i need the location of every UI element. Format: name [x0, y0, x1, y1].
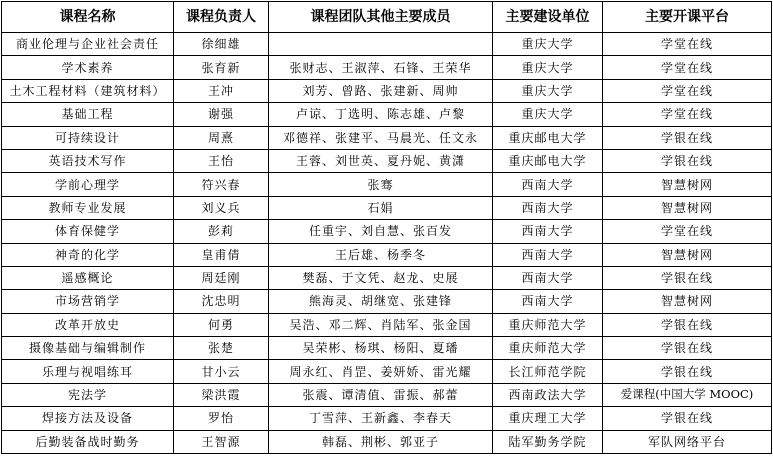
cell-platform: 爱课程(中国大学 MOOC)	[603, 383, 772, 406]
table-row	[2, 79, 772, 102]
cell-course-lead: 王怡	[174, 149, 269, 172]
cell-course-lead: 甘小云	[174, 360, 269, 383]
cell-team-members: 王后雄、杨季冬	[269, 243, 493, 266]
course-table	[1, 1, 772, 454]
cell-team-members: 周永红、肖罡、姜妍娇、雷光耀	[269, 360, 493, 383]
cell-institution: 西南大学	[493, 266, 603, 289]
cell-platform: 学银在线	[603, 126, 772, 149]
cell-course-name: 学前心理学	[2, 173, 174, 196]
cell-institution: 重庆大学	[493, 33, 603, 56]
cell-team-members: 吴浩、邓二辉、肖陆军、张金国	[269, 313, 493, 336]
cell-team-members: 熊海灵、胡继宽、张建锋	[269, 290, 493, 313]
header-course-name: 课程名称	[2, 2, 174, 33]
cell-platform: 智慧树网	[603, 173, 772, 196]
cell-institution: 西南政法大学	[493, 383, 603, 406]
cell-course-lead: 周廷刚	[174, 266, 269, 289]
cell-institution: 重庆邮电大学	[493, 149, 603, 172]
cell-team-members: 邓德祥、张建平、马晨光、任文永	[269, 126, 493, 149]
course-table-sheet	[1, 1, 771, 454]
cell-course-name: 神奇的化学	[2, 243, 174, 266]
cell-platform: 学银在线	[603, 407, 772, 430]
cell-course-lead: 张育新	[174, 56, 269, 79]
cell-institution: 长江师范学院	[493, 360, 603, 383]
cell-course-lead: 王智源	[174, 430, 269, 453]
cell-team-members: 樊磊、于文凭、赵龙、史展	[269, 266, 493, 289]
cell-course-name: 可持续设计	[2, 126, 174, 149]
cell-institution: 陆军勤务学院	[493, 430, 603, 453]
cell-course-name: 宪法学	[2, 383, 174, 406]
cell-course-name: 体育保健学	[2, 220, 174, 243]
cell-course-name: 焊接方法及设备	[2, 407, 174, 430]
cell-course-lead: 刘义兵	[174, 196, 269, 219]
cell-course-lead: 沈忠明	[174, 290, 269, 313]
cell-course-name: 摄像基础与编辑制作	[2, 337, 174, 360]
cell-team-members: 卢谅、丁选明、陈志雄、卢黎	[269, 103, 493, 126]
cell-institution: 重庆师范大学	[493, 337, 603, 360]
cell-institution: 重庆大学	[493, 56, 603, 79]
cell-platform: 学银在线	[603, 149, 772, 172]
cell-course-lead: 皇甫倩	[174, 243, 269, 266]
cell-platform: 学堂在线	[603, 220, 772, 243]
cell-course-lead: 徐细雄	[174, 33, 269, 56]
header-institution: 主要建设单位	[493, 2, 603, 33]
cell-course-name: 改革开放史	[2, 313, 174, 336]
table-row	[2, 33, 772, 56]
cell-course-lead: 张楚	[174, 337, 269, 360]
cell-course-name: 土木工程材料（建筑材料）	[2, 79, 174, 102]
table-header	[2, 2, 772, 33]
cell-course-lead: 谢强	[174, 103, 269, 126]
cell-platform: 智慧树网	[603, 290, 772, 313]
cell-platform: 学银在线	[603, 266, 772, 289]
cell-course-name: 后勤装备战时勤务	[2, 430, 174, 453]
table-body	[2, 33, 772, 454]
header-platform: 主要开课平台	[603, 2, 772, 33]
cell-platform: 学堂在线	[603, 56, 772, 79]
cell-course-lead: 王冲	[174, 79, 269, 102]
cell-team-members: 张震、谭清值、雷振、郝蕾	[269, 383, 493, 406]
cell-platform: 军队网络平台	[603, 430, 772, 453]
cell-institution: 西南大学	[493, 196, 603, 219]
table-row	[2, 196, 772, 219]
cell-institution: 西南大学	[493, 290, 603, 313]
cell-course-name: 学术素养	[2, 56, 174, 79]
cell-institution: 重庆大学	[493, 103, 603, 126]
cell-institution: 西南大学	[493, 220, 603, 243]
cell-platform: 学堂在线	[603, 33, 772, 56]
table-row	[2, 383, 772, 406]
table-row	[2, 313, 772, 336]
table-row	[2, 149, 772, 172]
cell-course-lead: 符兴春	[174, 173, 269, 196]
cell-platform: 学银在线	[603, 337, 772, 360]
cell-course-lead: 何勇	[174, 313, 269, 336]
cell-course-lead: 周熹	[174, 126, 269, 149]
cell-team-members: 任重宇、刘自慧、张百发	[269, 220, 493, 243]
cell-platform: 学堂在线	[603, 103, 772, 126]
cell-team-members: 丁雪萍、王新鑫、李春天	[269, 407, 493, 430]
cell-course-lead: 彭莉	[174, 220, 269, 243]
table-row	[2, 103, 772, 126]
cell-team-members: 张骞	[269, 173, 493, 196]
table-row	[2, 220, 772, 243]
cell-course-lead: 梁洪霞	[174, 383, 269, 406]
table-row	[2, 266, 772, 289]
cell-institution: 重庆师范大学	[493, 313, 603, 336]
cell-course-name: 教师专业发展	[2, 196, 174, 219]
cell-platform: 学银在线	[603, 360, 772, 383]
cell-team-members	[269, 33, 493, 56]
cell-team-members: 韩磊、荆彬、郭亚子	[269, 430, 493, 453]
table-row	[2, 243, 772, 266]
cell-team-members: 石娟	[269, 196, 493, 219]
cell-course-name: 英语技术写作	[2, 149, 174, 172]
cell-team-members: 刘芳、曾路、张建新、周帅	[269, 79, 493, 102]
table-row	[2, 407, 772, 430]
cell-platform: 学堂在线	[603, 79, 772, 102]
cell-course-name: 基础工程	[2, 103, 174, 126]
table-row	[2, 337, 772, 360]
cell-institution: 重庆理工大学	[493, 407, 603, 430]
table-row	[2, 126, 772, 149]
header-team-members: 课程团队其他主要成员	[269, 2, 493, 33]
cell-institution: 西南大学	[493, 173, 603, 196]
cell-course-name: 乐理与视唱练耳	[2, 360, 174, 383]
cell-course-name: 市场营销学	[2, 290, 174, 313]
table-row	[2, 56, 772, 79]
table-row	[2, 360, 772, 383]
cell-institution: 西南大学	[493, 243, 603, 266]
cell-course-name: 遥感概论	[2, 266, 174, 289]
cell-team-members: 张财志、王淑萍、石锋、王荣华	[269, 56, 493, 79]
cell-team-members: 吴荣彬、杨琪、杨阳、夏璠	[269, 337, 493, 360]
cell-institution: 重庆大学	[493, 79, 603, 102]
table-row	[2, 290, 772, 313]
header-row	[2, 2, 772, 33]
cell-course-name: 商业伦理与企业社会责任	[2, 33, 174, 56]
cell-platform: 学银在线	[603, 313, 772, 336]
table-row	[2, 173, 772, 196]
cell-institution: 重庆邮电大学	[493, 126, 603, 149]
cell-course-lead: 罗怡	[174, 407, 269, 430]
cell-team-members: 王蓉、刘世英、夏丹妮、黄潇	[269, 149, 493, 172]
table-row	[2, 430, 772, 453]
cell-platform: 智慧树网	[603, 243, 772, 266]
header-course-lead: 课程负责人	[174, 2, 269, 33]
cell-platform: 智慧树网	[603, 196, 772, 219]
